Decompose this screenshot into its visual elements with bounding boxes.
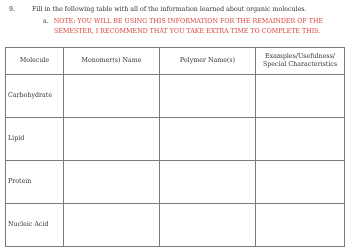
polymer-cell[interactable]	[160, 118, 256, 161]
monomer-cell[interactable]	[64, 75, 160, 118]
note-marker: a.	[43, 18, 49, 25]
monomer-cell[interactable]	[64, 204, 160, 247]
polymer-cell[interactable]	[160, 204, 256, 247]
organic-molecules-table	[5, 47, 345, 247]
header-examples	[256, 48, 345, 75]
header-molecule: Molecule	[6, 48, 64, 75]
examples-cell[interactable]	[256, 75, 345, 118]
table-row	[6, 75, 345, 118]
header-examples-line-2: Special Characteristics	[262, 61, 338, 68]
molecule-cell-protein: Protein	[6, 161, 64, 204]
polymer-cell[interactable]	[160, 161, 256, 204]
monomer-cell[interactable]	[64, 161, 160, 204]
note-line-1: NOTE: YOU WILL BE USING THIS INFORMATION FOR THE REMAINDER OF THE	[53, 18, 324, 25]
examples-cell[interactable]	[256, 161, 345, 204]
molecule-cell-lipid: Lipid	[6, 118, 64, 161]
note-block	[43, 17, 323, 37]
monomer-cell[interactable]	[64, 118, 160, 161]
molecule-cell-carbohydrate: Carbohydrate	[6, 75, 64, 118]
polymer-cell[interactable]	[160, 75, 256, 118]
table-header-row	[6, 48, 345, 75]
examples-cell[interactable]	[256, 118, 345, 161]
question-instruction: Fill in the following table with all of the information learned about organic molecules.	[32, 6, 307, 13]
examples-cell[interactable]	[256, 204, 345, 247]
table-row	[6, 118, 345, 161]
question-number: 9.	[9, 6, 16, 13]
header-monomer: Monomer(s) Name	[64, 48, 160, 75]
table-row	[6, 204, 345, 247]
molecule-cell-nucleic-acid: Nucleic Acid	[6, 204, 64, 247]
header-examples-line-1: Examples/Usefulness/	[264, 53, 336, 60]
note-line-2: SEMESTER, I RECOMMEND THAT YOU TAKE EXTRA TIME TO COMPLETE THIS.	[54, 28, 321, 35]
table-row	[6, 161, 345, 204]
header-polymer: Polymer Name(s)	[160, 48, 256, 75]
